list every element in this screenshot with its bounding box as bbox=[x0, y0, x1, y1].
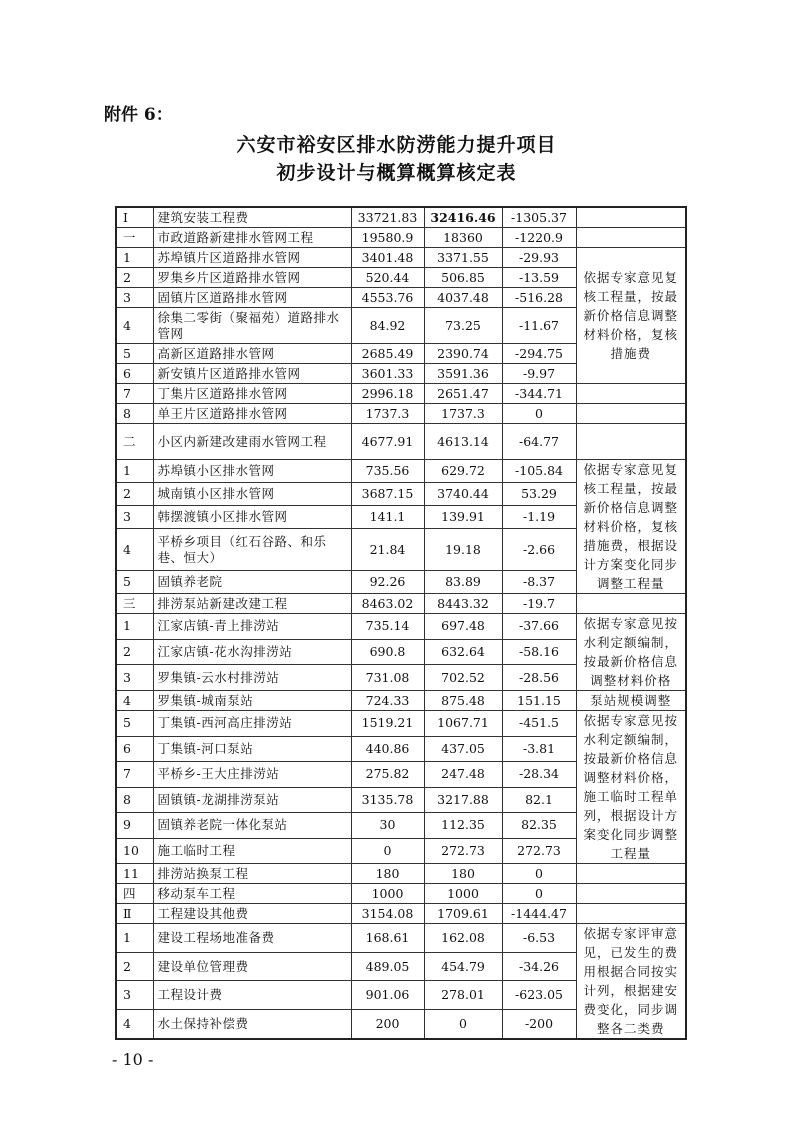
estimate-value: 168.61 bbox=[351, 924, 424, 953]
document-title-line2: 初步设计与概算概算核定表 bbox=[276, 162, 517, 184]
estimate-value: 3135.78 bbox=[351, 787, 424, 813]
estimate-value: 489.05 bbox=[351, 952, 424, 981]
estimate-value: 0 bbox=[351, 838, 424, 864]
row-index: 1 bbox=[116, 614, 153, 640]
approved-value: 1067.71 bbox=[424, 711, 502, 737]
estimate-value: 735.56 bbox=[351, 460, 424, 483]
item-name: 固镇养老院一体化泵站 bbox=[153, 813, 351, 839]
table-row bbox=[116, 904, 686, 924]
item-name: 新安镇片区道路排水管网 bbox=[153, 364, 351, 384]
row-index: 5 bbox=[116, 711, 153, 737]
difference-value: -1444.47 bbox=[502, 904, 576, 924]
difference-value: 0 bbox=[502, 884, 576, 904]
item-name: 建筑安装工程费 bbox=[153, 207, 351, 228]
row-index: 2 bbox=[116, 952, 153, 981]
estimate-value: 724.33 bbox=[351, 691, 424, 711]
budget-table bbox=[115, 206, 687, 1040]
table-row bbox=[116, 228, 686, 248]
difference-value: -19.7 bbox=[502, 594, 576, 614]
approved-value: 506.85 bbox=[424, 268, 502, 288]
row-index: 5 bbox=[116, 344, 153, 364]
row-index: 二 bbox=[116, 424, 153, 460]
page-number: - 10 - bbox=[112, 1050, 154, 1069]
difference-value: -200 bbox=[502, 1010, 576, 1039]
difference-value: 0 bbox=[502, 864, 576, 884]
item-name: 高新区道路排水管网 bbox=[153, 344, 351, 364]
difference-value: -9.97 bbox=[502, 364, 576, 384]
item-name: 江家店镇-花水沟排涝站 bbox=[153, 639, 351, 665]
approved-value: 4037.48 bbox=[424, 288, 502, 308]
row-index: 10 bbox=[116, 838, 153, 864]
row-index: 2 bbox=[116, 483, 153, 506]
item-name: 平桥乡项目（红石谷路、和乐巷、恒大） bbox=[153, 529, 351, 571]
row-index: 8 bbox=[116, 787, 153, 813]
remark-empty bbox=[576, 228, 686, 248]
difference-value: -37.66 bbox=[502, 614, 576, 640]
estimate-value: 2685.49 bbox=[351, 344, 424, 364]
item-name: 工程设计费 bbox=[153, 981, 351, 1010]
remark-empty bbox=[576, 404, 686, 424]
approved-value: 139.91 bbox=[424, 506, 502, 529]
difference-value: -6.53 bbox=[502, 924, 576, 953]
row-index: 4 bbox=[116, 308, 153, 344]
difference-value: 272.73 bbox=[502, 838, 576, 864]
estimate-value: 440.86 bbox=[351, 736, 424, 762]
item-name: 建设单位管理费 bbox=[153, 952, 351, 981]
item-name: 平桥乡-王大庄排涝站 bbox=[153, 762, 351, 788]
row-index: 3 bbox=[116, 981, 153, 1010]
item-name: 工程建设其他费 bbox=[153, 904, 351, 924]
row-index: Ⅰ bbox=[116, 207, 153, 228]
estimate-value: 731.08 bbox=[351, 665, 424, 691]
approved-value: 83.89 bbox=[424, 570, 502, 593]
difference-value: -1.19 bbox=[502, 506, 576, 529]
difference-value: -105.84 bbox=[502, 460, 576, 483]
approved-value: 18360 bbox=[424, 228, 502, 248]
estimate-value: 735.14 bbox=[351, 614, 424, 640]
row-index: 2 bbox=[116, 639, 153, 665]
approved-value: 437.05 bbox=[424, 736, 502, 762]
estimate-value: 92.26 bbox=[351, 570, 424, 593]
row-index: 7 bbox=[116, 762, 153, 788]
estimate-value: 21.84 bbox=[351, 529, 424, 571]
remark-empty bbox=[576, 207, 686, 228]
approved-value: 0 bbox=[424, 1010, 502, 1039]
item-name: 排涝泵站新建改建工程 bbox=[153, 594, 351, 614]
remark-empty bbox=[576, 904, 686, 924]
estimate-value: 30 bbox=[351, 813, 424, 839]
estimate-value: 1000 bbox=[351, 884, 424, 904]
difference-value: -64.77 bbox=[502, 424, 576, 460]
item-name: 施工临时工程 bbox=[153, 838, 351, 864]
approved-value: 8443.32 bbox=[424, 594, 502, 614]
row-index: 6 bbox=[116, 364, 153, 384]
remark-empty bbox=[576, 864, 686, 884]
table-row bbox=[116, 460, 686, 483]
item-name: 徐集二零街（聚福苑）道路排水管网 bbox=[153, 308, 351, 344]
item-name: 丁集镇-河口泵站 bbox=[153, 736, 351, 762]
approved-value: 1737.3 bbox=[424, 404, 502, 424]
item-name: 排涝站换泵工程 bbox=[153, 864, 351, 884]
item-name: 罗集镇-城南泵站 bbox=[153, 691, 351, 711]
row-index: 5 bbox=[116, 570, 153, 593]
item-name: 韩摆渡镇小区排水管网 bbox=[153, 506, 351, 529]
row-index: 7 bbox=[116, 384, 153, 404]
difference-value: -516.28 bbox=[502, 288, 576, 308]
difference-value: -34.26 bbox=[502, 952, 576, 981]
item-name: 移动泵车工程 bbox=[153, 884, 351, 904]
approved-value: 73.25 bbox=[424, 308, 502, 344]
difference-value: -8.37 bbox=[502, 570, 576, 593]
row-index: 三 bbox=[116, 594, 153, 614]
remark-cell: 依据专家意见复核工程量，按最新价格信息调整材料价格，复核措施费，根据设计方案变化同步调整工程量 bbox=[576, 460, 686, 594]
estimate-value: 690.8 bbox=[351, 639, 424, 665]
row-index: 1 bbox=[116, 248, 153, 268]
row-index: 6 bbox=[116, 736, 153, 762]
row-index: 11 bbox=[116, 864, 153, 884]
approved-value: 702.52 bbox=[424, 665, 502, 691]
table-row bbox=[116, 614, 686, 640]
approved-value: 2651.47 bbox=[424, 384, 502, 404]
row-index: 一 bbox=[116, 228, 153, 248]
table-row bbox=[116, 864, 686, 884]
difference-value: 0 bbox=[502, 404, 576, 424]
row-index: 1 bbox=[116, 924, 153, 953]
remark-cell: 依据专家意见按水利定额编制，按最新价格信息调整材料价格 bbox=[576, 614, 686, 691]
difference-value: -11.67 bbox=[502, 308, 576, 344]
item-name: 建设工程场地准备费 bbox=[153, 924, 351, 953]
table-row bbox=[116, 594, 686, 614]
difference-value: 151.15 bbox=[502, 691, 576, 711]
item-name: 固镇镇-龙湖排涝泵站 bbox=[153, 787, 351, 813]
estimate-value: 19580.9 bbox=[351, 228, 424, 248]
approved-value: 272.73 bbox=[424, 838, 502, 864]
estimate-value: 3154.08 bbox=[351, 904, 424, 924]
approved-value: 632.64 bbox=[424, 639, 502, 665]
difference-value: -13.59 bbox=[502, 268, 576, 288]
difference-value: -344.71 bbox=[502, 384, 576, 404]
estimate-value: 3601.33 bbox=[351, 364, 424, 384]
table-row bbox=[116, 384, 686, 404]
row-index: 3 bbox=[116, 665, 153, 691]
estimate-value: 4553.76 bbox=[351, 288, 424, 308]
table-row bbox=[116, 884, 686, 904]
estimate-value: 200 bbox=[351, 1010, 424, 1039]
difference-value: -1220.9 bbox=[502, 228, 576, 248]
item-name: 固镇片区道路排水管网 bbox=[153, 288, 351, 308]
approved-value: 278.01 bbox=[424, 981, 502, 1010]
remark-empty bbox=[576, 884, 686, 904]
estimate-value: 3401.48 bbox=[351, 248, 424, 268]
approved-value: 1709.61 bbox=[424, 904, 502, 924]
difference-value: 53.29 bbox=[502, 483, 576, 506]
approved-value: 112.35 bbox=[424, 813, 502, 839]
approved-value: 3591.36 bbox=[424, 364, 502, 384]
approved-value: 2390.74 bbox=[424, 344, 502, 364]
row-index: 4 bbox=[116, 529, 153, 571]
estimate-value: 901.06 bbox=[351, 981, 424, 1010]
item-name: 市政道路新建排水管网工程 bbox=[153, 228, 351, 248]
remark-cell: 依据专家评审意见，已发生的费用根据合同按实计列，根据建安费变化，同步调整各二类费 bbox=[576, 924, 686, 1040]
row-index: 3 bbox=[116, 506, 153, 529]
estimate-value: 3687.15 bbox=[351, 483, 424, 506]
attachment-label: 附件 6： bbox=[104, 105, 173, 125]
estimate-value: 275.82 bbox=[351, 762, 424, 788]
item-name: 丁集片区道路排水管网 bbox=[153, 384, 351, 404]
remark-empty bbox=[576, 424, 686, 460]
item-name: 固镇养老院 bbox=[153, 570, 351, 593]
difference-value: -451.5 bbox=[502, 711, 576, 737]
difference-value: -1305.37 bbox=[502, 207, 576, 228]
approved-value: 180 bbox=[424, 864, 502, 884]
document-title-line1: 六安市裕安区排水防涝能力提升项目 bbox=[236, 134, 557, 156]
row-index: 2 bbox=[116, 268, 153, 288]
approved-value: 875.48 bbox=[424, 691, 502, 711]
approved-value: 4613.14 bbox=[424, 424, 502, 460]
estimate-value: 1737.3 bbox=[351, 404, 424, 424]
row-index: 9 bbox=[116, 813, 153, 839]
difference-value: -58.16 bbox=[502, 639, 576, 665]
table-row bbox=[116, 248, 686, 268]
item-name: 小区内新建改建雨水管网工程 bbox=[153, 424, 351, 460]
difference-value: -3.81 bbox=[502, 736, 576, 762]
approved-value: 162.08 bbox=[424, 924, 502, 953]
difference-value: -2.66 bbox=[502, 529, 576, 571]
remark-cell: 泵站规模调整 bbox=[576, 691, 686, 711]
row-index: Ⅱ bbox=[116, 904, 153, 924]
approved-value: 19.18 bbox=[424, 529, 502, 571]
approved-value: 3371.55 bbox=[424, 248, 502, 268]
estimate-value: 4677.91 bbox=[351, 424, 424, 460]
row-index: 1 bbox=[116, 460, 153, 483]
remark-empty bbox=[576, 384, 686, 404]
estimate-value: 180 bbox=[351, 864, 424, 884]
approved-value: 629.72 bbox=[424, 460, 502, 483]
estimate-value: 84.92 bbox=[351, 308, 424, 344]
approved-value: 454.79 bbox=[424, 952, 502, 981]
estimate-value: 520.44 bbox=[351, 268, 424, 288]
item-name: 水土保持补偿费 bbox=[153, 1010, 351, 1039]
difference-value: -623.05 bbox=[502, 981, 576, 1010]
approved-value: 1000 bbox=[424, 884, 502, 904]
approved-value: 697.48 bbox=[424, 614, 502, 640]
item-name: 罗集乡片区道路排水管网 bbox=[153, 268, 351, 288]
estimate-value: 33721.83 bbox=[351, 207, 424, 228]
remark-empty bbox=[576, 594, 686, 614]
row-index: 8 bbox=[116, 404, 153, 424]
item-name: 罗集镇-云水村排涝站 bbox=[153, 665, 351, 691]
estimate-value: 141.1 bbox=[351, 506, 424, 529]
difference-value: -28.56 bbox=[502, 665, 576, 691]
item-name: 单王片区道路排水管网 bbox=[153, 404, 351, 424]
estimate-value: 2996.18 bbox=[351, 384, 424, 404]
approved-value: 247.48 bbox=[424, 762, 502, 788]
remark-cell: 依据专家意见复核工程量，按最新价格信息调整材料价格，复核措施费 bbox=[576, 248, 686, 384]
item-name: 城南镇小区排水管网 bbox=[153, 483, 351, 506]
row-index: 四 bbox=[116, 884, 153, 904]
difference-value: 82.1 bbox=[502, 787, 576, 813]
item-name: 苏埠镇片区道路排水管网 bbox=[153, 248, 351, 268]
table-row bbox=[116, 711, 686, 737]
item-name: 江家店镇-青上排涝站 bbox=[153, 614, 351, 640]
item-name: 苏埠镇小区排水管网 bbox=[153, 460, 351, 483]
remark-cell: 依据专家意见按水利定额编制，按最新价格信息调整材料价格，施工临时工程单列，根据设计方案变化同步调整工程量 bbox=[576, 711, 686, 864]
row-index: 4 bbox=[116, 691, 153, 711]
difference-value: -294.75 bbox=[502, 344, 576, 364]
table-row bbox=[116, 691, 686, 711]
difference-value: 82.35 bbox=[502, 813, 576, 839]
item-name: 丁集镇-西河高庄排涝站 bbox=[153, 711, 351, 737]
table-row bbox=[116, 924, 686, 953]
table-row bbox=[116, 404, 686, 424]
estimate-value: 8463.02 bbox=[351, 594, 424, 614]
difference-value: -29.93 bbox=[502, 248, 576, 268]
approved-value: 3740.44 bbox=[424, 483, 502, 506]
row-index: 3 bbox=[116, 288, 153, 308]
difference-value: -28.34 bbox=[502, 762, 576, 788]
table-row bbox=[116, 424, 686, 460]
table-row bbox=[116, 207, 686, 228]
approved-value: 32416.46 bbox=[424, 207, 502, 228]
estimate-value: 1519.21 bbox=[351, 711, 424, 737]
row-index: 4 bbox=[116, 1010, 153, 1039]
approved-value: 3217.88 bbox=[424, 787, 502, 813]
